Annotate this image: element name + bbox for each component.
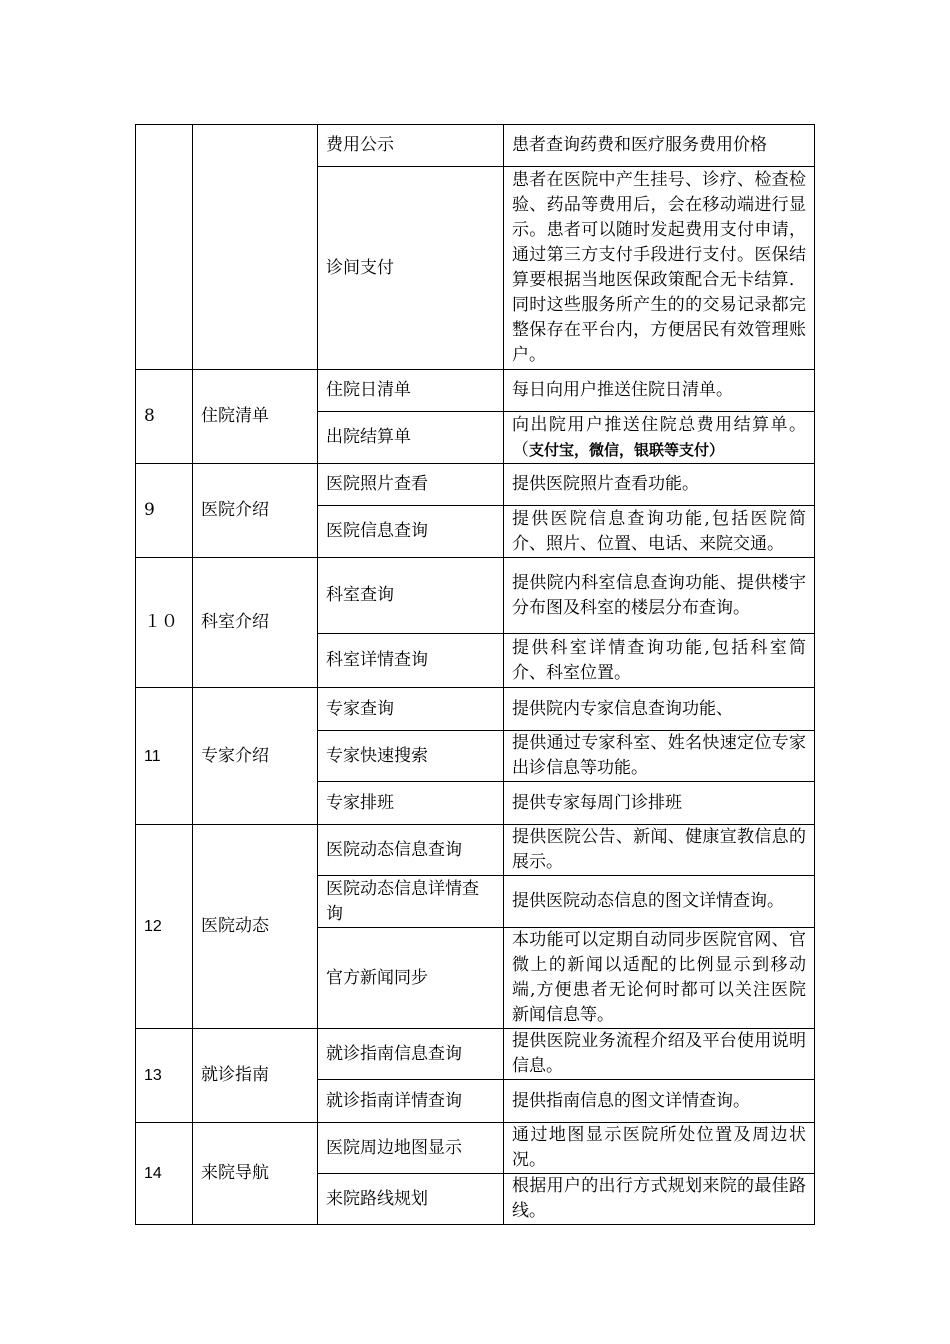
- item-desc-cell: 患者查询药费和医疗服务费用价格: [504, 125, 815, 167]
- table-row: [136, 825, 815, 876]
- item-name-cell: 科室详情查询: [318, 634, 504, 688]
- row-number-cell: 12: [136, 825, 193, 1029]
- item-name-cell: 住院日清单: [318, 370, 504, 412]
- item-name-cell: 诊间支付: [318, 167, 504, 370]
- category-cell: 来院导航: [193, 1123, 318, 1225]
- category-cell: 专家介绍: [193, 688, 318, 825]
- row-number-cell: 14: [136, 1123, 193, 1225]
- item-desc-cell: 提供院内科室信息查询功能、提供楼宇分布图及科室的楼层分布查询。: [504, 558, 815, 634]
- table-row: [136, 464, 815, 506]
- item-desc-cell: 提供医院业务流程介绍及平台使用说明信息。: [504, 1029, 815, 1080]
- item-desc-cell: 提供院内专家信息查询功能、: [504, 688, 815, 731]
- item-name-cell: 医院动态信息详情查询: [318, 876, 504, 928]
- row-number-cell: 8: [136, 370, 193, 464]
- row-number-cell: 11: [136, 688, 193, 825]
- item-desc-cell: 提供指南信息的图文详情查询。: [504, 1080, 815, 1123]
- item-name-cell: 出院结算单: [318, 412, 504, 464]
- item-desc-cell: 每日向用户推送住院日清单。: [504, 370, 815, 412]
- category-cell: 科室介绍: [193, 558, 318, 688]
- item-desc-cell: 患者在医院中产生挂号、诊疗、检查检验、药品等费用后，会在移动端进行显示。患者可以随时发起费用支付申请，通过第三方支付手段进行支付。医保结算要根据当地医保政策配合无卡结算．同时这些服务所产生的的交易记录都完整保存在平台内，方便居民有效管理账户。: [504, 167, 815, 370]
- item-desc-cell: 提供医院照片查看功能。: [504, 464, 815, 506]
- item-name-cell: 就诊指南信息查询: [318, 1029, 504, 1080]
- item-name-cell: 官方新闻同步: [318, 928, 504, 1029]
- table-row: [136, 125, 815, 167]
- item-name-cell: 医院周边地图显示: [318, 1123, 504, 1174]
- category-cell: 医院动态: [193, 825, 318, 1029]
- item-name-cell: 医院动态信息查询: [318, 825, 504, 876]
- item-desc-cell: 通过地图显示医院所处位置及周边状况。: [504, 1123, 815, 1174]
- item-desc-cell: 提供专家每周门诊排班: [504, 782, 815, 825]
- item-desc-cell: 本功能可以定期自动同步医院官网、官微上的新闻以适配的比例显示到移动端,方便患者无论何时都可以关注医院新闻信息等。: [504, 928, 815, 1029]
- item-desc-cell: 提供医院动态信息的图文详情查询。: [504, 876, 815, 928]
- table-row: [136, 688, 815, 731]
- table-row: [136, 1123, 815, 1174]
- item-name-cell: 就诊指南详情查询: [318, 1080, 504, 1123]
- payment-note: 支付宝，微信，银联等支付）: [529, 441, 725, 459]
- item-desc-cell: 根据用户的出行方式规划来院的最佳路线。: [504, 1174, 815, 1225]
- item-desc-cell: [504, 412, 815, 464]
- category-cell: [193, 125, 318, 370]
- item-desc-cell: 提供医院公告、新闻、健康宣教信息的展示。: [504, 825, 815, 876]
- category-cell: 住院清单: [193, 370, 318, 464]
- item-name-cell: 专家查询: [318, 688, 504, 731]
- item-desc-cell: 提供医院信息查询功能,包括医院简介、照片、位置、电话、来院交通。: [504, 506, 815, 558]
- category-cell: 医院介绍: [193, 464, 318, 558]
- table-row: [136, 558, 815, 634]
- row-number-cell: 13: [136, 1029, 193, 1123]
- item-name-cell: 医院信息查询: [318, 506, 504, 558]
- item-desc-cell: 提供通过专家科室、姓名快速定位专家出诊信息等功能。: [504, 731, 815, 782]
- item-name-cell: 专家快速搜索: [318, 731, 504, 782]
- category-cell: 就诊指南: [193, 1029, 318, 1123]
- item-name-cell: 科室查询: [318, 558, 504, 634]
- item-desc-cell: 提供科室详情查询功能,包括科室简介、科室位置。: [504, 634, 815, 688]
- item-name-cell: 来院路线规划: [318, 1174, 504, 1225]
- table-row: [136, 1029, 815, 1080]
- row-number-cell: １０: [136, 558, 193, 688]
- row-number-cell: 9: [136, 464, 193, 558]
- table-row: [136, 370, 815, 412]
- item-name-cell: 医院照片查看: [318, 464, 504, 506]
- row-number-cell: [136, 125, 193, 370]
- item-name-cell: 专家排班: [318, 782, 504, 825]
- item-name-cell: 费用公示: [318, 125, 504, 167]
- feature-table: [135, 124, 815, 1225]
- desc-text: 向出院用户推送住院总费用结算单。（: [512, 414, 806, 460]
